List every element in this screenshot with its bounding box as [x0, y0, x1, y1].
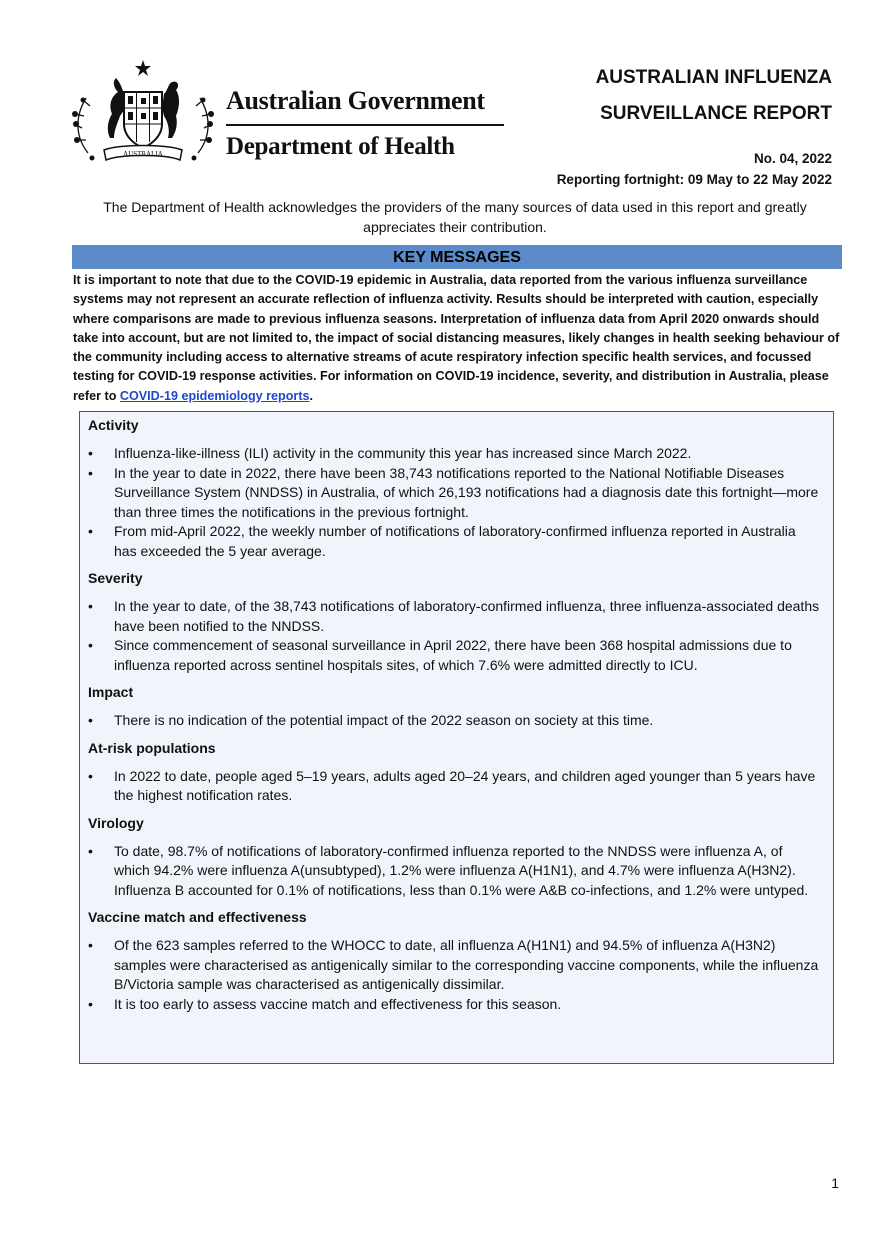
svg-text:AUSTRALIA: AUSTRALIA	[123, 150, 163, 158]
list-item: • From mid-April 2022, the weekly number of notifications of laboratory-confirmed influenza reported in Australia has exceeded the 5 year average.	[88, 522, 821, 561]
government-name: Australian Government	[226, 86, 485, 115]
severity-list	[88, 597, 821, 675]
key-messages-box	[79, 411, 834, 1064]
acknowledgement: The Department of Health acknowledges the providers of the many sources of data used in this report and greatly appreciates their contribution.	[103, 199, 807, 235]
list-item: • In the year to date, of the 38,743 notifications of laboratory-confirmed influenza, three influenza-associated deaths have been notified to the NNDSS.	[88, 597, 821, 636]
vaccine-list	[88, 936, 821, 1014]
report-meta	[557, 148, 832, 190]
list-item: • Since commencement of seasonal surveillance in April 2022, there have been 368 hospital admissions due to influenza reported across sentinel hospitals sites, of which 7.6% were admitted directly to ICU.	[88, 636, 821, 675]
list-item: • There is no indication of the potential impact of the 2022 season on society at this time.	[88, 711, 821, 731]
activity-list	[88, 444, 821, 561]
list-item: • In the year to date in 2022, there have been 38,743 notifications reported to the National Notifiable Diseases Surveillance System (NNDSS) in Australia, of which 26,193 notifications had a diagnosis date this fortnight—more than three times the notifications in the previous fortnight.	[88, 464, 821, 523]
at-risk-heading: At-risk populations	[88, 739, 216, 756]
virology-list	[88, 842, 821, 901]
severity-heading: Severity	[88, 570, 143, 586]
impact-list	[88, 711, 821, 731]
list-item: • In 2022 to date, people aged 5–19 years, adults aged 20–24 years, and children aged younger than 5 years have the highest notification rates.	[88, 767, 821, 806]
key-messages-intro-text: It is important to note that due to the COVID-19 epidemic in Australia, data reported from the various influenza surveillance systems may not represent an accurate reflection of influenza activity. Results should be interpreted with caution, especially where comparisons are made to previous influenza seasons. Interpretation of influenza data from April 2020 onwards should take into account, but are not limited to, the impact of social distancing measures, likely changes in health seeking behaviour of the community including access to alternative streams of acute respiratory infection specific health services, and focussed testing for COVID-19 response activities. For information on COVID-19 incidence, severity, and distribution in Australia, please refer to	[73, 273, 840, 403]
key-messages-heading: KEY MESSAGES	[72, 245, 842, 269]
header-divider	[226, 124, 504, 126]
covid-epidemiology-reports-link[interactable]: COVID-19 epidemiology reports	[119, 388, 310, 403]
report-title-line-2: SURVEILLANCE REPORT	[600, 103, 832, 124]
list-item: • Influenza-like-illness (ILI) activity in the community this year has increased since March 2022.	[88, 444, 821, 464]
vaccine-heading: Vaccine match and effectiveness	[88, 909, 307, 925]
reporting-period: Reporting fortnight: 09 May to 22 May 2022	[556, 172, 832, 187]
coat-of-arms-logo	[68, 58, 218, 170]
page-number: 1	[831, 1175, 839, 1191]
report-title	[596, 60, 832, 132]
key-messages-intro	[73, 271, 841, 406]
list-item: • It is too early to assess vaccine match and effectiveness for this season.	[88, 995, 821, 1015]
activity-heading: Activity	[88, 417, 139, 433]
department-name: Department of Health	[226, 133, 455, 160]
report-number: No. 04, 2022	[753, 151, 832, 166]
at-risk-list	[88, 767, 821, 806]
list-item: • Of the 623 samples referred to the WHOCC to date, all influenza A(H1N1) and 94.5% of influenza A(H3N2) samples were characterised as antigenically similar to the corresponding vaccine components, while the influenza B/Victoria sample was characterised as antigenically dissimilar.	[88, 936, 821, 995]
key-messages-intro-end: .	[309, 388, 314, 403]
virology-heading: Virology	[88, 814, 144, 831]
impact-heading: Impact	[88, 684, 134, 700]
list-item: • To date, 98.7% of notifications of laboratory-confirmed influenza reported to the NNDSS were influenza A, of which 94.2% were influenza A(unsubtyped), 1.2% were influenza A(H1N1), and 4.7% were influenza A(H3N2). Influenza B accounted for 0.1% of notifications, less than 0.1% were A&B co-infections, and 1.2% were untyped.	[88, 842, 821, 901]
report-title-line-1: AUSTRALIAN INFLUENZA	[595, 67, 832, 88]
